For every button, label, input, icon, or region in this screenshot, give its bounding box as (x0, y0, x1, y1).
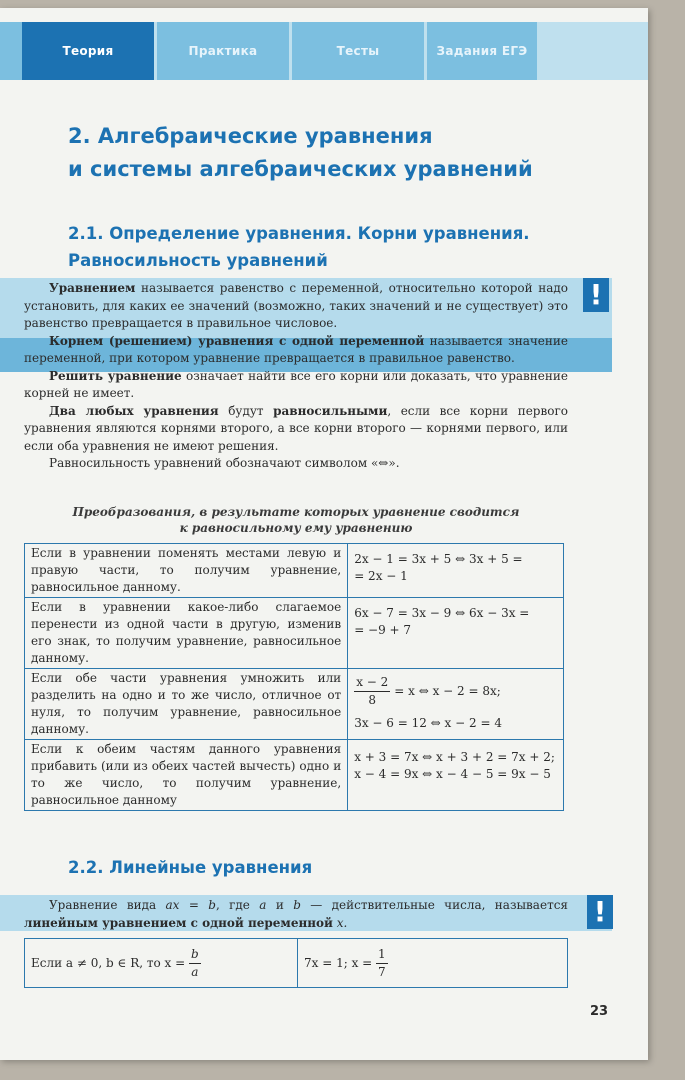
example-cell: 6x − 7 = 3x − 9 ⇔ 6x − 3x = = −9 + 7 (348, 598, 564, 669)
example-cell: 7x = 1; x = $\frac{1}{7}$ (298, 939, 568, 988)
table-row (25, 598, 564, 669)
example-cell: $\frac{x - 2}{8}$ = x ⇔ x − 2 = 8x; 3x − 6 = 12 ⇔ x − 2 = 4 (348, 669, 564, 740)
rule-cell: Если к обеим частям данного уравнения прибавить (или из обеих частей вычесть) одно и то же число, то получим уравнение, равносильное данному (25, 740, 348, 811)
example-cell: x + 3 = 7x ⇔ x + 3 + 2 = 7x + 2; x − 4 = 9x ⇔ x − 4 − 5 = 9x − 5 (348, 740, 564, 811)
fraction-denominator: 7 (378, 964, 386, 979)
fraction-numerator: x − 2 (354, 674, 390, 692)
textbook-page (0, 8, 648, 1060)
tab-practice[interactable]: Практика (157, 22, 289, 80)
tab-bar (0, 22, 648, 80)
example-cell: 2x − 1 = 3x + 5 ⇔ 3x + 5 = = 2x − 1 (348, 544, 564, 598)
rule-cell: Если a ≠ 0, b ∈ R, то x = $\frac{b}{a}$ (25, 939, 298, 988)
table-row (25, 939, 568, 988)
linear-definition-text: Уравнение вида ax = b, где a и b — действительные числа, называется линейным уравнением с одной переменной x. (24, 898, 568, 930)
rule-cell: Если обе части уравнения умножить или разделить на одно и то же число, отличное от нуля, то получим уравнение, равносильное данному. (25, 669, 348, 740)
transformations-table (24, 543, 564, 811)
rule-cell: Если в уравнении какое-либо слагаемое перенести из одной части в другую, изменив его знак, то получим уравнение, равносильное данному. (25, 598, 348, 669)
table-row (25, 740, 564, 811)
definitions-text: Уравнением называется равенство с переменной, относительно которой надо установить, для каких ее значений (возможно, таких значений и не существует) это равенство превращается в правильное числовое. Корнем (решением) уравнения с одной переменной называется значение переменной, при котором уравнение превращается в правильное равенство. Решить уравнение означает найти все его корни или доказать, что уравнение корней не имеет. Два любых уравнения будут равносильными, если все корни первого уравнения являются корнями второго, а все корни второго — корнями первого, или если оба уравнения не имеют решения. Равносильность уравнений обозначают символом «⇔». (24, 281, 568, 470)
linear-example-table (24, 938, 568, 988)
fraction-numerator: 1 (376, 946, 388, 964)
section-title-2-2: 2.2. Линейные уравнения (68, 858, 313, 877)
table-row (25, 669, 564, 740)
tab-theory[interactable]: Теория (22, 22, 154, 80)
fraction-denominator: 8 (368, 693, 377, 707)
page-number: 23 (590, 1004, 609, 1019)
chapter-title: 2. Алгебраические уравнения и системы алгебраических уравнений (68, 124, 533, 181)
rule-cell: Если в уравнении поменять местами левую и правую части, то получим уравнение, равносильное данному. (25, 544, 348, 598)
exclamation-icon: ! (583, 278, 609, 312)
tab-tests[interactable]: Тесты (292, 22, 424, 80)
exclamation-icon: ! (587, 895, 613, 929)
section-title-2-1: 2.1. Определение уравнения. Корни уравнения. Равносильность уравнений (68, 224, 530, 270)
fraction-denominator: a (191, 964, 199, 979)
fraction-numerator: b (189, 946, 201, 964)
tab-exam-tasks[interactable]: Задания ЕГЭ (427, 22, 537, 80)
table-caption: Преобразования, в результате которых уравнение сводится к равносильному ему уравнению (72, 505, 520, 535)
table-row (25, 544, 564, 598)
